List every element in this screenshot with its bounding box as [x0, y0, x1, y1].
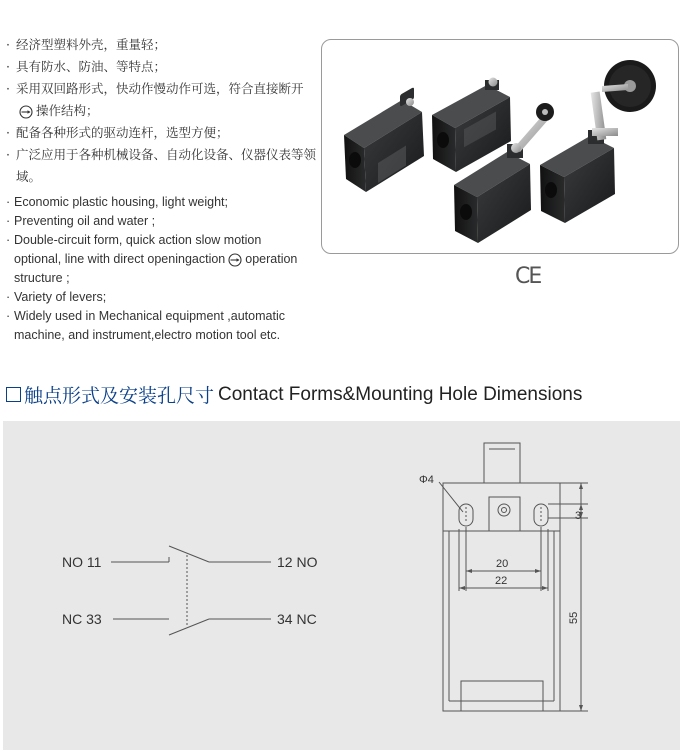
feature-en-item: · Double-circuit form, quick action slow motion optional, line with direct openingaction operation structure ;: [6, 233, 298, 285]
feature-zh-item: · 具有防水、防油、等特点；: [6, 59, 167, 74]
product-photo-frame: [321, 39, 679, 254]
feature-en-item: · Widely used in Mechanical equipment ,automatic machine, and instrument,electro motion tool etc.: [6, 309, 285, 342]
screw-inner: [502, 508, 507, 513]
features-zh-list: [6, 34, 322, 188]
mounting-drawing: [439, 443, 588, 711]
no-contact-blade: [169, 546, 209, 562]
feature-zh-item: · 经济型塑料外壳，重量轻；: [6, 37, 167, 52]
dim-label-3: 3: [575, 510, 582, 522]
feature-zh-item: · 广泛应用于各种机械设备、自动化设备、仪器仪表等领域。: [6, 147, 317, 184]
section-heading: 触点形式及安装孔尺寸 Contact Forms&Mounting Hole Dimensions: [6, 381, 582, 408]
dimension-arrows: [459, 483, 583, 711]
features-en-list: [6, 193, 336, 345]
feature-en-item: · Economic plastic housing, light weight;: [6, 195, 229, 209]
ce-mark: CE: [515, 264, 541, 289]
feature-en-item: · Variety of levers;: [6, 290, 107, 304]
switch-adjustable-lever: [540, 60, 656, 223]
product-photo: [322, 40, 678, 253]
base-tab: [461, 681, 543, 711]
label-no-left: NO 11: [62, 554, 102, 570]
housing-outline: [443, 483, 560, 711]
nc-contact-blade: [169, 619, 209, 635]
feature-zh-item: · 采用双回路形式，快动作慢动作可选，符合直接断开操作结构；: [6, 81, 304, 118]
cover-plate: [489, 497, 520, 531]
switch-plunger: [344, 87, 424, 192]
dim-label-phi4: Φ4: [419, 474, 434, 486]
contact-form-diagram: [111, 546, 271, 635]
feature-zh-item: · 配备各种形式的驱动连杆，选型方便；: [6, 125, 229, 140]
heading-box-icon: [6, 387, 21, 402]
label-no-right: 12 NO: [277, 554, 318, 570]
dim-label-20: 20: [496, 558, 509, 570]
label-nc-left: NC 33: [62, 611, 102, 627]
diagram-canvas: [3, 421, 680, 750]
dim-label-55: 55: [568, 611, 580, 624]
screw-outer: [498, 504, 510, 516]
label-nc-right: 34 NC: [277, 611, 317, 627]
dim-label-22: 22: [495, 575, 508, 587]
direct-opening-icon: [19, 105, 33, 119]
diagram-panel: [3, 421, 680, 750]
feature-en-item: · Preventing oil and water ;: [6, 214, 156, 228]
direct-opening-icon: [228, 253, 242, 267]
